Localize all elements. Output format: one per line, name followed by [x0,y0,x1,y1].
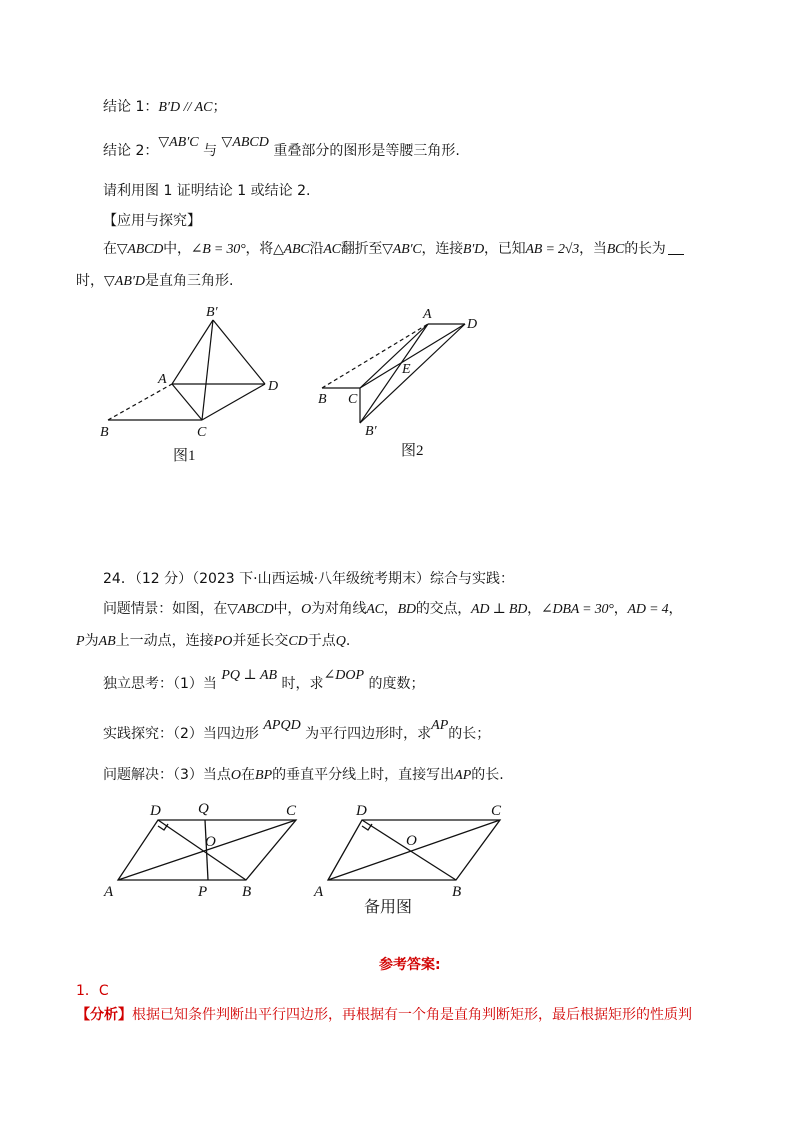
fig3-diagonal-bd [158,820,246,880]
fig2-label-b: B [318,392,327,407]
fig3-label-b: B [242,884,252,900]
fig1-label-b: B [100,425,109,440]
apply-line-1: 在▽ABCD中，∠B = 30°，将△ABC沿AC翻折至▽AB′C，连接B′D，已知AB = 2√3，当BC的长为 [103,239,684,260]
fig4-label-o: O [406,833,417,849]
q24-header: 24．（12 分）（2023 下·山西运城·八年级统考期末）综合与实践： [103,571,515,587]
fig4-label-a: A [314,884,324,900]
fig3-label-q: Q [198,801,209,817]
answer-blank[interactable] [668,240,684,255]
fig1-seg-a-c [172,384,202,420]
fig1-label-c: C [197,425,207,440]
figure-1 [90,300,290,470]
q24-think: 独立思考：（1）当 PQ ⊥ AB 时，求∠DOP 的度数； [103,668,425,692]
fig1-seg-b-a-dashed [108,384,172,420]
fig2-label-a: A [423,307,432,322]
fig3-label-a: A [104,884,114,900]
q24-scenario-line-1: 问题情景：如图，在▽ABCD中，O为对角线AC，BD的交点，AD ⊥ BD，∠DBA = 30°，AD = 4， [103,601,683,617]
fig2-label-c: C [348,392,358,407]
fig3-label-o: O [205,834,216,850]
q24-solve: 问题解决：（3）当点O在BP的垂直平分线上时，直接写出AP的长. [103,767,504,783]
fig3-right-angle-mark [158,824,168,830]
fig1-seg-bp-d [213,320,265,384]
fig1-label-b-prime: B′ [206,305,218,320]
fig1-seg-d-c [202,384,265,420]
fig4-label-b: B [452,884,462,900]
fig1-label-a: A [158,372,167,387]
fig4-diagonal-bd [362,820,456,880]
analysis-line: 【分析】根据已知条件判断出平行四边形，再根据有一个角是直角判断矩形，最后根据矩形的性质判 [76,1007,692,1023]
section-title: 【应用与探究】 [103,213,201,229]
fig3-label-d: D [150,803,161,819]
fig2-label-b-prime: B′ [365,424,377,439]
fig1-label-d: D [268,379,279,394]
fig4-label-c: C [491,803,502,819]
figure-2 [310,300,510,470]
fig4-label-d: D [356,803,367,819]
fig1-caption: 图1 [173,448,196,464]
figure-4 [310,798,520,920]
fig2-label-e: E [402,362,411,377]
fig2-label-d: D [467,317,478,332]
fig3-label-c: C [286,803,297,819]
fig2-seg-a-bp [360,324,428,423]
conclusion-1: 结论 1：B′D // AC； [103,99,227,115]
fig3-label-p: P [198,884,208,900]
answer-1: 1．C [76,983,109,999]
q24-scenario-line-2: P为AB上一动点，连接PO并延长交CD于点Q. [76,633,351,649]
figure-3 [100,798,310,908]
q24-practice: 实践探究：（2）当四边形 APQD 为平行四边形时，求AP的长； [103,718,491,742]
fig2-seg-a-c [360,324,428,388]
apply-line-2: 时，▽AB′D是直角三角形. [76,273,234,289]
fig4-diagonal-ac [328,820,500,880]
fig2-caption: 图2 [401,443,424,459]
prove-prompt: 请利用图 1 证明结论 1 或结论 2. [103,183,311,199]
answers-title: 参考答案: [379,957,441,973]
conclusion-2: 结论 2：▽AB′C 与 ▽ABCD 重叠部分的图形是等腰三角形. [103,135,460,159]
fig4-caption: 备用图 [364,899,413,916]
